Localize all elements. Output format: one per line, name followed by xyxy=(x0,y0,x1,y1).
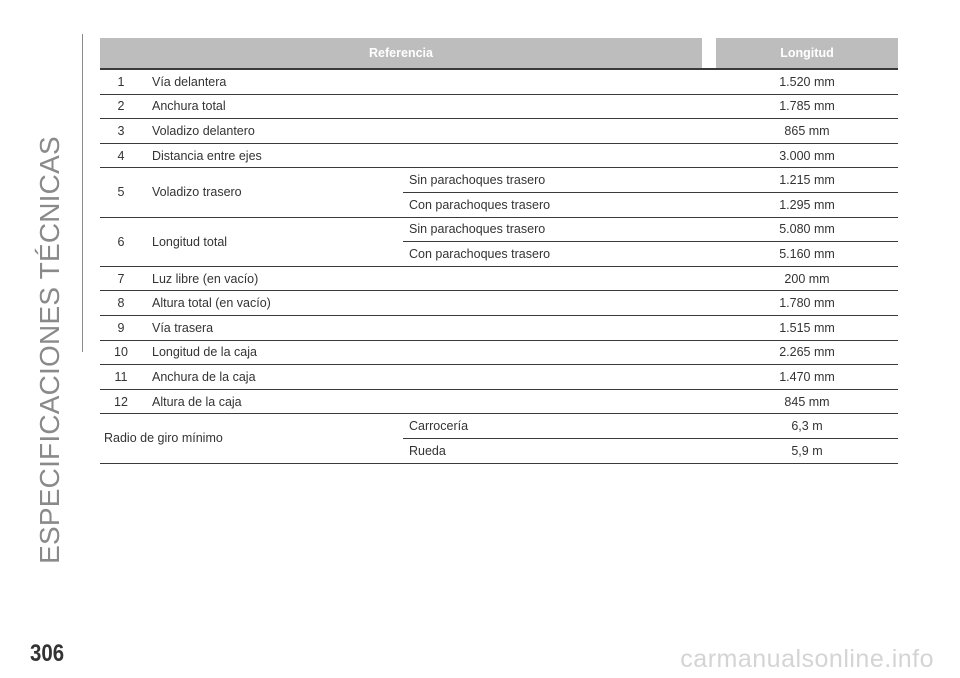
sub-value: 5,9 m xyxy=(716,438,898,463)
row-value: 1.780 mm xyxy=(716,291,898,316)
row-label: Luz libre (en vacío) xyxy=(142,266,716,291)
sub-value: 5.160 mm xyxy=(716,242,898,267)
sub-label: Carrocería xyxy=(403,414,716,439)
sub-value: 1.215 mm xyxy=(716,168,898,193)
row-label: Anchura total xyxy=(142,94,716,119)
sub-label: Con parachoques trasero xyxy=(403,242,716,267)
row-value: 1.520 mm xyxy=(716,69,898,94)
row-value: 1.785 mm xyxy=(716,94,898,119)
row-value: 865 mm xyxy=(716,119,898,144)
row-number: 8 xyxy=(100,291,142,316)
row-number: 1 xyxy=(100,69,142,94)
table-row xyxy=(100,389,898,414)
row-label: Vía trasera xyxy=(142,315,716,340)
sub-label: Con parachoques trasero xyxy=(403,192,716,217)
row-label: Distancia entre ejes xyxy=(142,143,716,168)
row-value: 2.265 mm xyxy=(716,340,898,365)
row-label: Altura total (en vacío) xyxy=(142,291,716,316)
row-number: 9 xyxy=(100,315,142,340)
header-length: Longitud xyxy=(716,38,898,69)
sub-label: Sin parachoques trasero xyxy=(403,217,716,242)
page-number: 306 xyxy=(30,640,65,667)
row-number: 6 xyxy=(100,217,142,266)
row-value: 845 mm xyxy=(716,389,898,414)
row-number: 11 xyxy=(100,365,142,390)
row-label: Longitud total xyxy=(142,217,403,266)
sub-value: 1.295 mm xyxy=(716,192,898,217)
row-value: 3.000 mm xyxy=(716,143,898,168)
table-row xyxy=(100,340,898,365)
table-row xyxy=(100,414,898,439)
sub-value: 5.080 mm xyxy=(716,217,898,242)
row-number: 3 xyxy=(100,119,142,144)
row-number: 7 xyxy=(100,266,142,291)
turning-radius-label: Radio de giro mínimo xyxy=(100,414,403,463)
table-row xyxy=(100,119,898,144)
table-row xyxy=(100,365,898,390)
table-row xyxy=(100,168,898,193)
row-number: 4 xyxy=(100,143,142,168)
sub-value: 6,3 m xyxy=(716,414,898,439)
row-value: 1.515 mm xyxy=(716,315,898,340)
section-title: ESPECIFICACIONES TÉCNICAS xyxy=(34,136,65,564)
table-row xyxy=(100,266,898,291)
row-value: 1.470 mm xyxy=(716,365,898,390)
table-row xyxy=(100,94,898,119)
dimensions-table xyxy=(100,38,898,464)
sub-label: Sin parachoques trasero xyxy=(403,168,716,193)
row-value: 200 mm xyxy=(716,266,898,291)
row-number: 5 xyxy=(100,168,142,217)
sub-label: Rueda xyxy=(403,438,716,463)
header-gap xyxy=(702,38,716,69)
table-row xyxy=(100,69,898,94)
row-label: Vía delantera xyxy=(142,69,716,94)
row-label: Longitud de la caja xyxy=(142,340,716,365)
header-reference: Referencia xyxy=(100,38,702,69)
table-row xyxy=(100,143,898,168)
row-label: Altura de la caja xyxy=(142,389,716,414)
section-divider xyxy=(82,34,83,352)
table-row xyxy=(100,291,898,316)
row-label: Voladizo delantero xyxy=(142,119,716,144)
row-label: Voladizo trasero xyxy=(142,168,403,217)
table-header-row xyxy=(100,38,898,69)
table-row xyxy=(100,315,898,340)
row-number: 10 xyxy=(100,340,142,365)
row-label: Anchura de la caja xyxy=(142,365,716,390)
watermark: carmanualsonline.info xyxy=(680,645,934,673)
row-number: 12 xyxy=(100,389,142,414)
table-row xyxy=(100,217,898,242)
row-number: 2 xyxy=(100,94,142,119)
